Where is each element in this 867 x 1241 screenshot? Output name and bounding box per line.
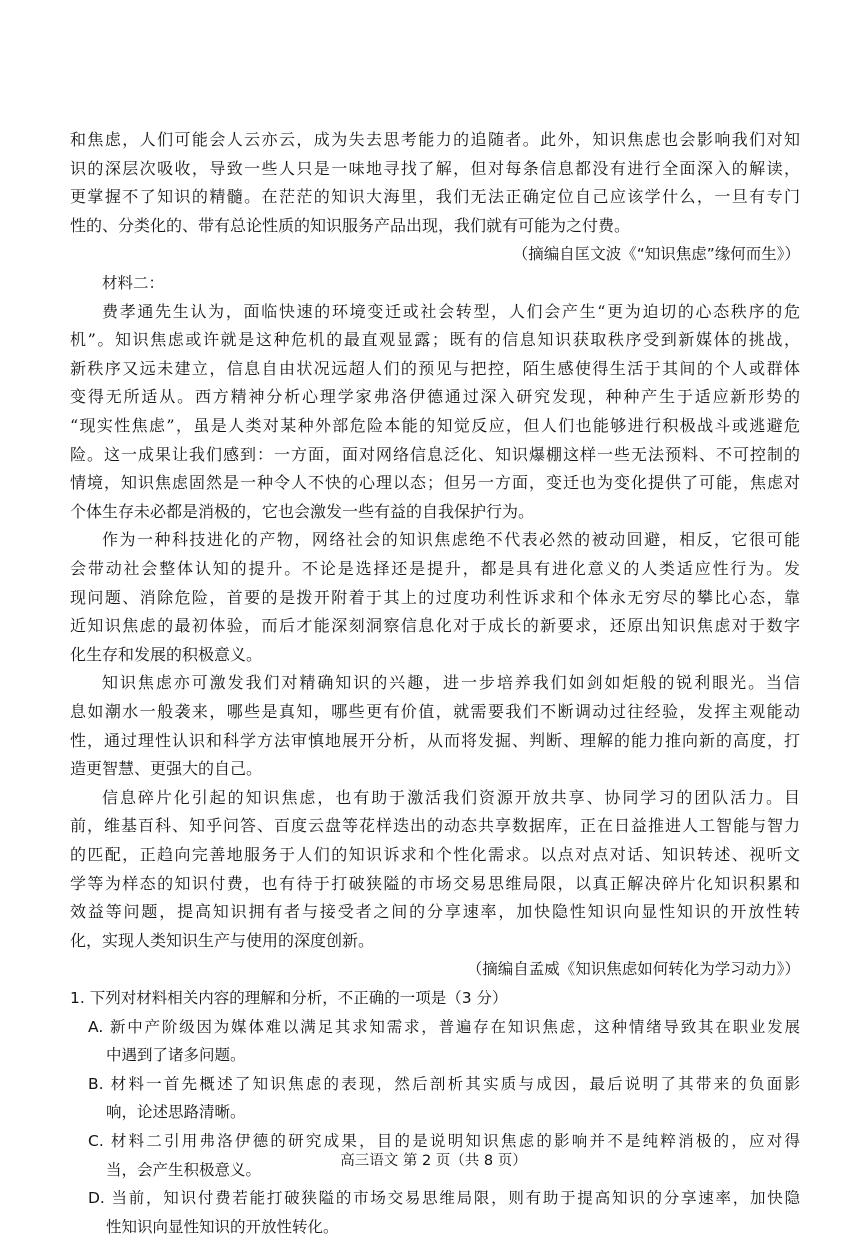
text-line: 效益等问题，提高知识拥有者与接受者之间的分享速率，加快隐性知识向显性知识的开放性转 [70, 902, 800, 921]
page-footer: 高三语文 第 2 页（共 8 页） [340, 1153, 527, 1169]
text-line: 作为一种科技进化的产物，网络社会的知识焦虑绝不代表必然的被动回避，相反，它很可能 [102, 530, 800, 549]
text-line: 信息碎片化引起的知识焦虑，也有助于激活我们资源开放共享、协同学习的团队活力。目 [102, 788, 800, 807]
source-citation: （摘编自孟威《知识焦虑如何转化为学习动力》） [466, 960, 800, 978]
section-heading: 材料二： [102, 274, 165, 292]
text-line: 造更智慧、更强大的自己。 [70, 759, 263, 778]
option-b-continued: 响，论述思路清晰。 [106, 1103, 246, 1121]
text-line: 和焦虑，人们可能会人云亦云，成为失去思考能力的追随者。此外，知识焦虑也会影响我们对知 [70, 130, 800, 149]
text-line: 险。这一成果让我们感到：一方面，面对网络信息泛化、知识爆棚这样一些无法预料、不可控制的 [70, 445, 800, 464]
text-line: 新秩序又远未建立，信息自由状况远超人们的预见与把控，陌生感使得生活于其间的个人或群体 [70, 359, 800, 378]
option-d-continued: 性知识向显性知识的开放性转化。 [106, 1218, 339, 1236]
text-line: 个体生存未必都是消极的，它也会激发一些有益的自我保护行为。 [70, 502, 535, 521]
text-line: 化，实现人类知识生产与使用的深度创新。 [70, 931, 375, 950]
text-line: 识的深层次吸收，导致一些人只是一味地寻找了解，但对每条信息都没有进行全面深入的解读， [70, 159, 800, 178]
text-line: 学等为样态的知识付费，也有待于打破狭隘的市场交易思维局限，以真正解决碎片化知识积累和 [70, 874, 800, 893]
text-line: 的匹配，正趋向完善地服务于人们的知识诉求和个性化需求。以点对点对话、知识转述、视听文 [70, 845, 800, 864]
text-line: 化生存和发展的积极意义。 [70, 645, 263, 664]
text-line: 息如潮水一般袭来，哪些是真知，哪些更有价值，就需要我们不断调动过往经验，发挥主观能动 [70, 702, 800, 721]
option-c-continued: 当，会产生积极意义。 [106, 1161, 262, 1179]
option-b: B. 材料一首先概述了知识焦虑的表现，然后剖析其实质与成因，最后说明了其带来的负面影 [88, 1075, 800, 1093]
text-line: 现问题、消除危险，首要的是拨开附着于其上的过度功利性诉求和个体永无穷尽的攀比心态，靠 [70, 588, 800, 607]
text-line: “现实性焦虑”，虽是人类对某种外部危险本能的知觉反应，但人们也能够进行积极战斗或逃避危 [70, 416, 800, 435]
text-line: 机”。知识焦虑或许就是这种危机的最直观显露；既有的信息知识获取秩序受到新媒体的挑战， [70, 330, 800, 349]
text-line: 知识焦虑亦可激发我们对精确知识的兴趣，进一步培养我们如剑如炬般的锐利眼光。当信 [102, 673, 800, 692]
text-line: 更掌握不了知识的精髓。在茫茫的知识大海里，我们无法正确定位自己应该学什么，一旦有专门 [70, 187, 800, 206]
text-line: 性的、分类化的、带有总论性质的知识服务产品出现，我们就有可能为之付费。 [70, 216, 631, 235]
source-citation: （摘编自匡文波《“知识焦虑”缘何而生》） [512, 245, 800, 263]
text-line: 近知识焦虑的最初体验，而后才能深刻洞察信息化对于成长的新要求，还原出知识焦虑对于数字 [70, 616, 800, 635]
text-line: 性，通过理性认识和科学方法审慎地展开分析，从而将发掘、判断、理解的能力推向新的高度，打 [70, 731, 800, 750]
text-line: 费孝通先生认为，面临快速的环境变迁或社会转型，人们会产生“更为迫切的心态秩序的危 [102, 302, 800, 321]
option-a: A. 新中产阶级因为媒体难以满足其求知需求，普遍存在知识焦虑，这种情绪导致其在职业发展 [88, 1018, 800, 1036]
question-stem: 1. 下列对材料相关内容的理解和分析，不正确的一项是（3 分） [70, 989, 508, 1007]
option-c: C. 材料二引用弗洛伊德的研究成果，目的是说明知识焦虑的影响并不是纯粹消极的，应对得 [88, 1132, 800, 1150]
text-line: 前，维基百科、知乎问答、百度云盘等花样迭出的动态共享数据库，正在日益推进人工智能与智力 [70, 816, 800, 835]
text-line: 变得无所适从。西方精神分析心理学家弗洛伊德通过深入研究发现，种种产生于适应新形势的 [70, 387, 800, 406]
text-line: 会带动社会整体认知的提升。不论是选择还是提升，都是具有进化意义的人类适应性行为。发 [70, 559, 800, 578]
option-d: D. 当前，知识付费若能打破狭隘的市场交易思维局限，则有助于提高知识的分享速率，加快隐 [88, 1189, 800, 1207]
text-line: 情境，知识焦虑固然是一种令人不快的心理以态；但另一方面，变迁也为变化提供了可能，焦虑对 [70, 473, 800, 492]
option-a-continued: 中遇到了诸多问题。 [106, 1046, 246, 1064]
